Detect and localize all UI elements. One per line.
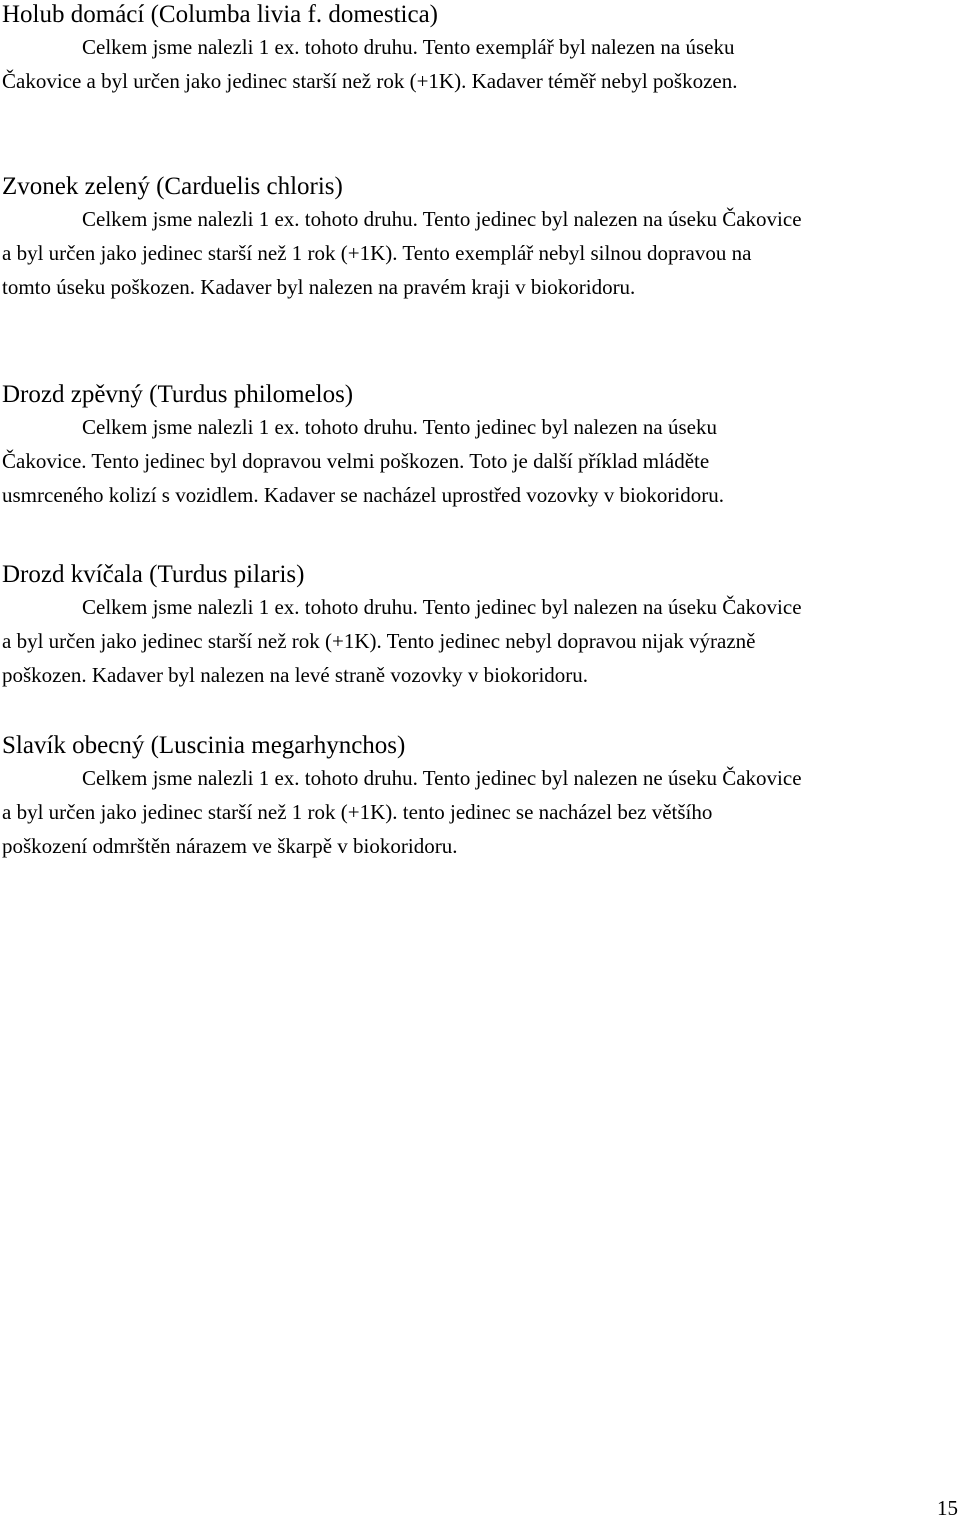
species-description — [2, 202, 952, 304]
species-description — [2, 30, 952, 98]
species-heading: Slavík obecný (Luscinia megarhynchos) — [2, 732, 406, 759]
species-heading: Holub domácí (Columba livia f. domestica) — [2, 1, 439, 28]
text-line: usmrceného kolizí s vozidlem. Kadaver se nacházel uprostřed vozovky v biokoridoru. — [2, 483, 724, 507]
text-line: a byl určen jako jedinec starší než 1 rok (+1K). Tento exemplář nebyl silnou dopravou na — [2, 241, 752, 265]
text-line: Celkem jsme nalezli 1 ex. tohoto druhu. Tento jedinec byl nalezen ne úseku Čakovice — [82, 766, 802, 790]
species-description — [2, 590, 952, 692]
page-number: 15 — [937, 1496, 958, 1520]
text-line: Čakovice a byl určen jako jedinec starší než rok (+1K). Kadaver téměř nebyl poškozen. — [2, 69, 738, 93]
species-description — [2, 761, 952, 863]
text-line: a byl určen jako jedinec starší než 1 rok (+1K). tento jedinec se nacházel bez většího — [2, 800, 713, 824]
text-line: Čakovice. Tento jedinec byl dopravou velmi poškozen. Toto je další příklad mláděte — [2, 449, 710, 473]
species-heading: Zvonek zelený (Carduelis chloris) — [2, 173, 343, 200]
text-line: Celkem jsme nalezli 1 ex. tohoto druhu. Tento exemplář byl nalezen na úseku — [82, 35, 735, 59]
species-entry-holub — [2, 0, 952, 98]
text-line: Celkem jsme nalezli 1 ex. tohoto druhu. Tento jedinec byl nalezen na úseku Čakovice — [82, 207, 802, 231]
species-heading: Drozd zpěvný (Turdus philomelos) — [2, 381, 354, 408]
species-description — [2, 410, 952, 512]
species-heading: Drozd kvíčala (Turdus pilaris) — [2, 561, 305, 588]
text-line: poškozen. Kadaver byl nalezen na levé straně vozovky v biokoridoru. — [2, 663, 589, 687]
species-entry-drozd-kvicala — [2, 560, 952, 692]
species-entry-slavik — [2, 731, 952, 863]
text-line: a byl určen jako jedinec starší než rok (+1K). Tento jedinec nebyl dopravou nijak výrazně — [2, 629, 756, 653]
species-entry-drozd-zpevny — [2, 380, 952, 512]
text-line: Celkem jsme nalezli 1 ex. tohoto druhu. Tento jedinec byl nalezen na úseku Čakovice — [82, 595, 802, 619]
text-line: poškození odmrštěn nárazem ve škarpě v biokoridoru. — [2, 834, 458, 858]
text-line: Celkem jsme nalezli 1 ex. tohoto druhu. Tento jedinec byl nalezen na úseku — [82, 415, 717, 439]
text-line: tomto úseku poškozen. Kadaver byl nalezen na pravém kraji v biokoridoru. — [2, 275, 636, 299]
species-entry-zvonek — [2, 172, 952, 304]
